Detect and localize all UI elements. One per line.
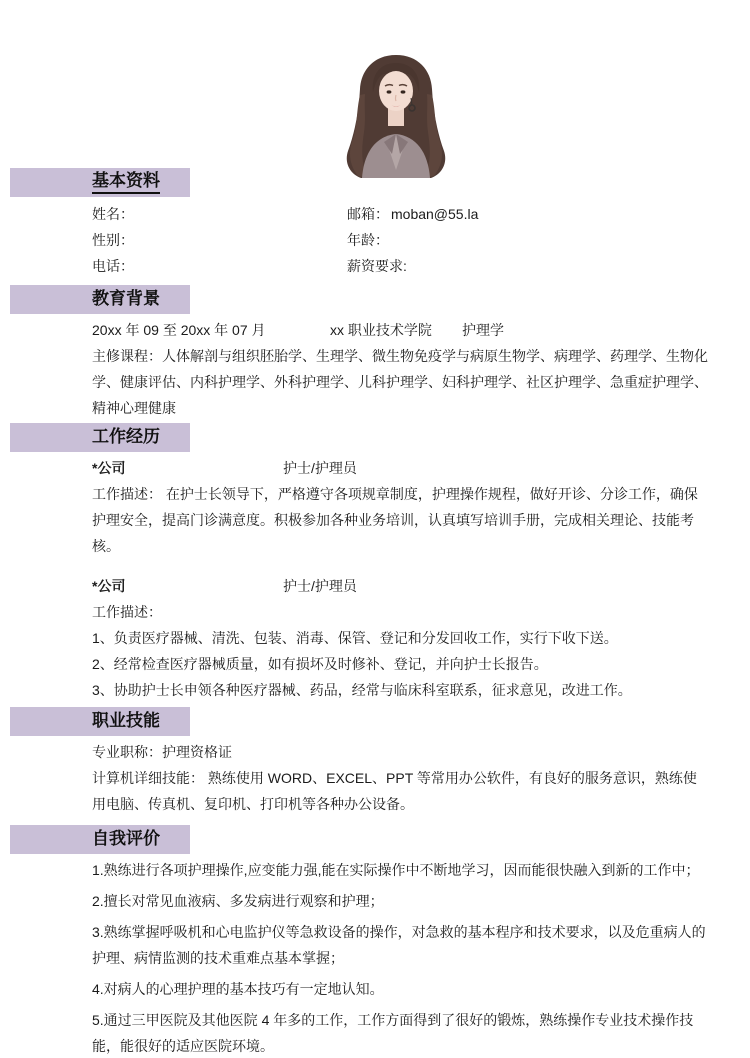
job-entry-1	[92, 455, 708, 559]
email-label: 邮箱：	[347, 206, 389, 222]
work-header-bar	[10, 423, 190, 452]
education-courses: 主修课程：人体解剖与组织胚胎学、生理学、微生物免疫学与病原生物学、病理学、药理学、生物化学、健康评估、内科护理学、外科护理学、儿科护理学、妇科护理学、社区护理学、急重症护理学、精神心理健康	[92, 348, 708, 416]
self-evaluation-item: 4.对病人的心理护理的基本技巧有一定地认知。	[92, 981, 384, 997]
job2-company: *公司	[92, 578, 126, 594]
job2-position: 护士/护理员	[283, 578, 357, 594]
email-value: moban@55.la	[391, 206, 479, 222]
skills-computer: 计算机详细技能： 熟练使用 WORD、EXCEL、PPT 等常用办公软件，有良好的服务意识，熟练使用电脑、传真机、复印机、打印机等各种办公设备。	[92, 770, 697, 812]
name-label: 姓名：	[92, 206, 134, 222]
self-evaluation-item: 3.熟练掌握呼吸机和心电监护仪等急救设备的操作，对急救的基本程序和技术要求，以及危重病人的护理、病情监测的技术重难点基本掌握；	[92, 924, 706, 966]
basic-info-header-bar	[10, 168, 190, 197]
skills-title: 职业技能	[92, 711, 160, 731]
applicant-portrait-illustration	[334, 50, 458, 178]
self-evaluation-item: 1.熟练进行各项护理操作,应变能力强,能在实际操作中不断地学习，因而能很快融入到新的工作中；	[92, 862, 700, 878]
education-major: 护理学	[462, 322, 504, 338]
education-period: 20xx 年 09 至 20xx 年 07 月	[92, 322, 266, 338]
job2-duty: 1、负责医疗器械、清洗、包装、消毒、保管、登记和分发回收工作，实行下收下送。	[92, 630, 618, 646]
section-self-evaluation	[0, 825, 750, 1058]
section-education	[0, 285, 750, 421]
work-title: 工作经历	[92, 427, 160, 447]
gender-label: 性别：	[92, 232, 134, 248]
job-entry-2	[92, 573, 708, 703]
self-evaluation-item: 2.擅长对常见血液病、多发病进行观察和护理；	[92, 893, 384, 909]
education-header-bar	[10, 285, 190, 314]
basic-info-fields	[0, 201, 750, 279]
job2-description-label: 工作描述：	[92, 604, 162, 620]
job1-position: 护士/护理员	[283, 460, 357, 476]
salary-label: 薪资要求:	[347, 258, 407, 274]
basic-info-row	[92, 227, 708, 253]
skills-header-bar	[10, 707, 190, 736]
section-work-experience	[0, 423, 750, 703]
self-evaluation-header-bar	[10, 825, 190, 854]
basic-info-row	[92, 253, 708, 279]
self-evaluation-item: 5.通过三甲医院及其他医院 4 年多的工作，工作方面得到了很好的锻炼，熟练操作专业技术操作技能，能很好的适应医院环境。	[92, 1012, 694, 1054]
section-skills	[0, 707, 750, 817]
section-basic-info	[0, 168, 750, 279]
education-title: 教育背景	[92, 289, 160, 309]
job1-description: 工作描述： 在护士长领导下，严格遵守各项规章制度，护理操作规程，做好开诊、分诊工作，确保护理安全，提高门诊满意度。积极参加各种业务培训，认真填写培训手册，完成相关理论、技能考核。	[92, 486, 698, 554]
education-school: xx 职业技术学院	[330, 322, 432, 338]
job2-duty: 2、经常检查医疗器械质量，如有损坏及时修补、登记，并向护士长报告。	[92, 656, 548, 672]
education-entry	[92, 317, 708, 343]
applicant-photo	[334, 50, 458, 178]
basic-info-title: 基本资料	[92, 171, 160, 194]
self-evaluation-title: 自我评价	[92, 829, 160, 849]
basic-info-row	[92, 201, 708, 227]
phone-label: 电话：	[92, 258, 134, 274]
skills-certificate: 专业职称：护理资格证	[92, 744, 232, 760]
age-label: 年龄：	[347, 232, 389, 248]
job1-company: *公司	[92, 460, 126, 476]
job2-duty: 3、协助护士长申领各种医疗器械、药品，经常与临床科室联系，征求意见，改进工作。	[92, 682, 632, 698]
